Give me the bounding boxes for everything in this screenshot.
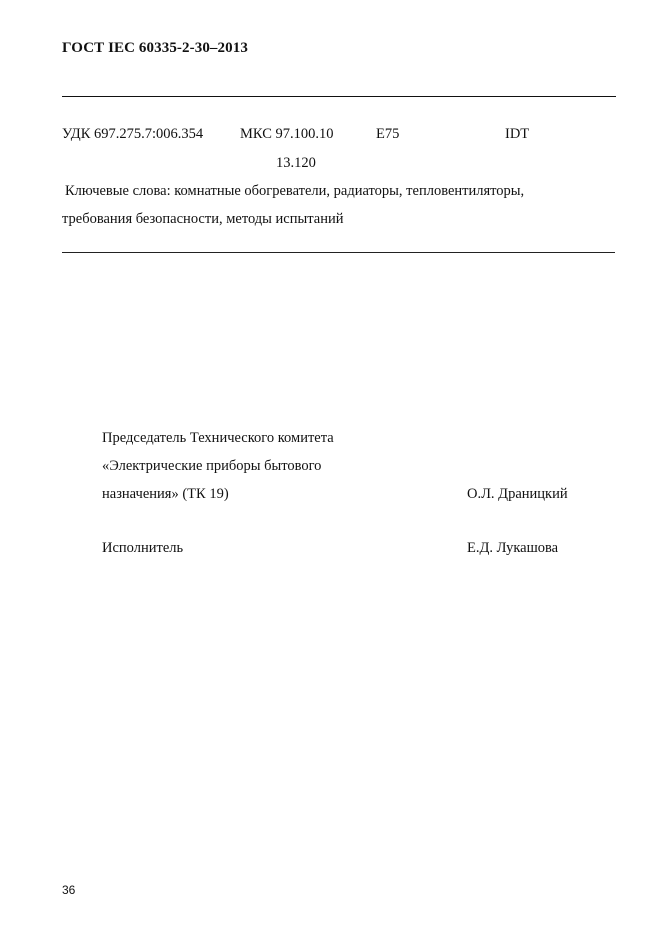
chair-title-line-2: «Электрические приборы бытового xyxy=(102,458,322,474)
executor-label: Исполнитель xyxy=(102,540,184,556)
chair-title-line-1: Председатель Технического комитета xyxy=(102,430,334,446)
equivalence-code: IDT xyxy=(505,126,530,142)
header-divider xyxy=(62,96,616,97)
chair-name: О.Л. Драницкий xyxy=(467,486,568,502)
okp-code: Е75 xyxy=(376,126,400,142)
executor-name: Е.Д. Лукашова xyxy=(467,540,559,556)
mks-code-extra: 13.120 xyxy=(276,155,316,171)
keywords-line-1: Ключевые слова: комнатные обогреватели, радиаторы, тепловентиляторы, xyxy=(65,183,525,199)
udk-code: УДК 697.275.7:006.354 xyxy=(62,126,204,142)
keywords-divider xyxy=(62,252,615,253)
mks-code: МКС 97.100.10 xyxy=(240,126,334,142)
page-number: 36 xyxy=(62,883,76,897)
keywords-line-2: требования безопасности, методы испытаний xyxy=(62,211,344,227)
standard-title: ГОСТ IEC 60335-2-30–2013 xyxy=(62,40,248,56)
chair-title-line-3: назначения» (ТК 19) xyxy=(102,486,229,502)
